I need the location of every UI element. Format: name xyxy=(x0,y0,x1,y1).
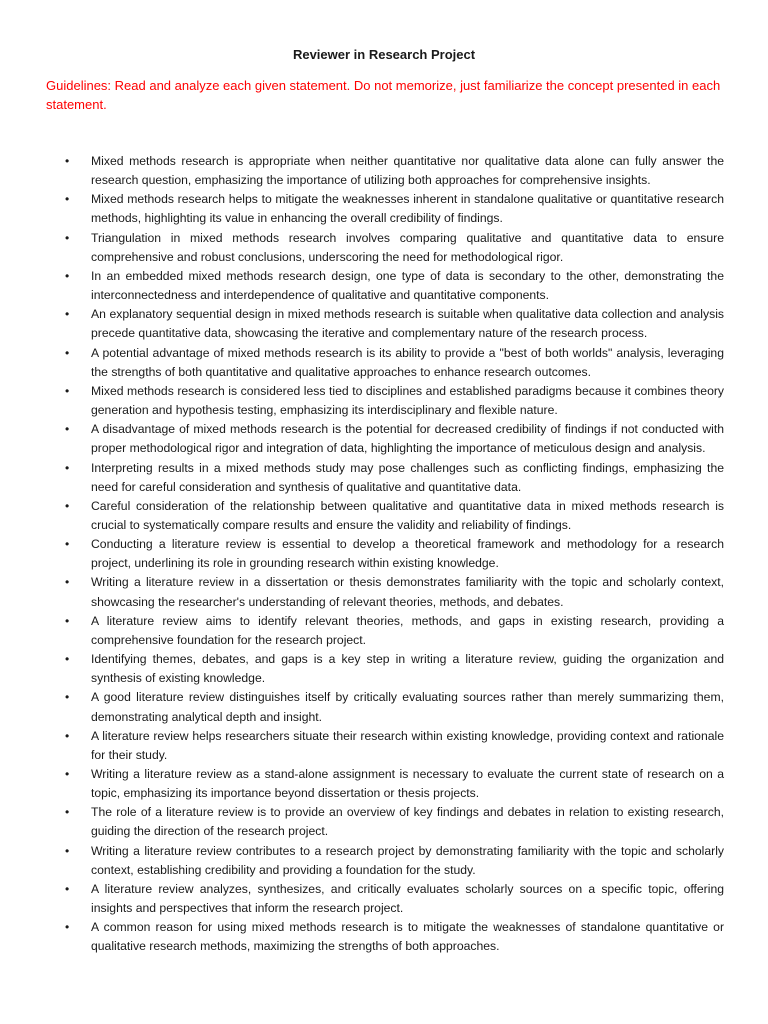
statement-text: Mixed methods research helps to mitigate the weaknesses inherent in standalone qualitative or quantitative research methods, highlighting its value in enhancing the overall credibility of findings. xyxy=(91,192,724,226)
statement-text: In an embedded mixed methods research design, one type of data is secondary to the other, demonstrating the interconnectedness and interdependence of qualitative and quantitative components. xyxy=(91,268,724,303)
statement-text: Conducting a literature review is essential to develop a theoretical framework and methodology for a research project, underlining its role in grounding research within existing knowledge. xyxy=(91,537,724,571)
statement-text: An explanatory sequential design in mixed methods research is suitable when qualitative data collection and analysis precede quantitative data, showcasing the iterative and complementary nature of the research process. xyxy=(91,307,724,341)
statement-item xyxy=(46,612,724,650)
statement-item xyxy=(46,459,724,497)
statement-item xyxy=(46,803,724,841)
statement-item xyxy=(46,765,724,803)
bullet-icon: • xyxy=(65,192,70,207)
statement-item xyxy=(46,152,724,190)
statement-item xyxy=(46,727,724,765)
bullet-icon: • xyxy=(65,613,70,628)
bullet-icon: • xyxy=(65,767,70,781)
statement-item xyxy=(46,497,724,535)
bullet-icon: • xyxy=(65,307,70,322)
bullet-icon: • xyxy=(65,843,70,858)
statement-text: Interpreting results in a mixed methods study may pose challenges such as conflicting findings, emphasizing the need for careful consideration and synthesis of qualitative and quantitative data. xyxy=(91,460,724,494)
statement-item xyxy=(46,344,724,382)
statement-item xyxy=(46,305,724,343)
statement-text: A disadvantage of mixed methods research is the potential for decreased credibility of findings if not conducted with proper methodological rigor and integration of data, highlighting the importance of meticulous design and analysis. xyxy=(91,422,724,456)
statement-item xyxy=(46,688,724,726)
guidelines-text: Guidelines: Read and analyze each given statement. Do not memorize, just familiarize the concept presented in each statement. xyxy=(46,78,721,112)
bullet-icon: • xyxy=(65,575,70,590)
statement-list xyxy=(46,152,724,957)
statement-item xyxy=(46,229,724,267)
statement-text: A good literature review distinguishes itself by critically evaluating sources rather than merely summarizing them, demonstrating analytical depth and insight. xyxy=(91,690,724,724)
bullet-icon: • xyxy=(65,345,70,360)
statement-text: The role of a literature review is to provide an overview of key findings and debates in relation to existing research, guiding the direction of the research project. xyxy=(91,805,724,839)
statement-text: Triangulation in mixed methods research involves comparing qualitative and quantitative data to ensure comprehensive and robust conclusions, underscoring the need for methodological rigor. xyxy=(91,230,724,264)
statement-item xyxy=(46,420,724,458)
statement-text: Careful consideration of the relationship between qualitative and quantitative data in mixed methods research is crucial to systematically compare results and ensure the validity and reliability of findings. xyxy=(91,498,724,532)
statement-text: Writing a literature review as a stand-alone assignment is necessary to evaluate the current state of research on a topic, emphasizing its importance beyond dissertation or thesis projects. xyxy=(91,767,724,801)
statement-item xyxy=(46,880,724,918)
bullet-icon: • xyxy=(65,460,70,475)
bullet-icon: • xyxy=(65,498,70,513)
statement-item xyxy=(46,535,724,573)
bullet-icon: • xyxy=(65,537,70,552)
statement-item xyxy=(46,650,724,688)
statement-text: Writing a literature review contributes to a research project by demonstrating familiarity with the topic and scholarly context, establishing credibility and providing a foundation for the study. xyxy=(91,843,724,877)
statement-item xyxy=(46,842,724,880)
bullet-icon: • xyxy=(65,230,70,245)
statement-item xyxy=(46,573,724,611)
statement-text: A literature review analyzes, synthesizes, and critically evaluates scholarly sources on a specific topic, offering insights and perspectives that inform the research project. xyxy=(91,881,724,916)
statement-item xyxy=(46,382,724,420)
statement-item xyxy=(46,918,724,956)
document-title: Reviewer in Research Project xyxy=(292,47,476,62)
statement-text: Mixed methods research is appropriate when neither quantitative nor qualitative data alone can fully answer the research question, emphasizing the importance of utilizing both approaches for comprehensive insights. xyxy=(91,154,724,188)
statement-text: Writing a literature review in a dissertation or thesis demonstrates familiarity with the topic and scholarly context, showcasing the researcher's understanding of relevant theories, methods, and debates. xyxy=(91,575,724,609)
bullet-icon: • xyxy=(65,652,70,667)
statement-text: A potential advantage of mixed methods research is its ability to provide a "best of both worlds" analysis, leveraging the strengths of both quantitative and qualitative approaches to enhance research outcomes. xyxy=(91,345,724,379)
bullet-icon: • xyxy=(65,268,70,283)
bullet-icon: • xyxy=(65,154,70,168)
bullet-icon: • xyxy=(65,690,70,705)
bullet-icon: • xyxy=(65,881,70,896)
statement-item xyxy=(46,267,724,305)
statement-text: Identifying themes, debates, and gaps is a key step in writing a literature review, guiding the organization and synthesis of existing knowledge. xyxy=(91,652,724,686)
statement-item xyxy=(46,190,724,228)
statement-text: A common reason for using mixed methods research is to mitigate the weaknesses of standalone quantitative or qualitative research methods, maximizing the strengths of both approaches. xyxy=(91,920,724,954)
bullet-icon: • xyxy=(65,728,70,743)
statement-text: Mixed methods research is considered less tied to disciplines and established paradigms because it combines theory generation and hypothesis testing, emphasizing its interdisciplinary and flexible nature. xyxy=(91,383,724,418)
bullet-icon: • xyxy=(65,422,70,437)
statement-text: A literature review aims to identify relevant theories, methods, and gaps in existing research, providing a comprehensive foundation for the research project. xyxy=(91,613,724,647)
bullet-icon: • xyxy=(65,805,70,820)
bullet-icon: • xyxy=(65,383,70,398)
bullet-icon: • xyxy=(65,920,70,935)
statement-text: A literature review helps researchers situate their research within existing knowledge, providing context and rationale for their study. xyxy=(91,728,724,762)
